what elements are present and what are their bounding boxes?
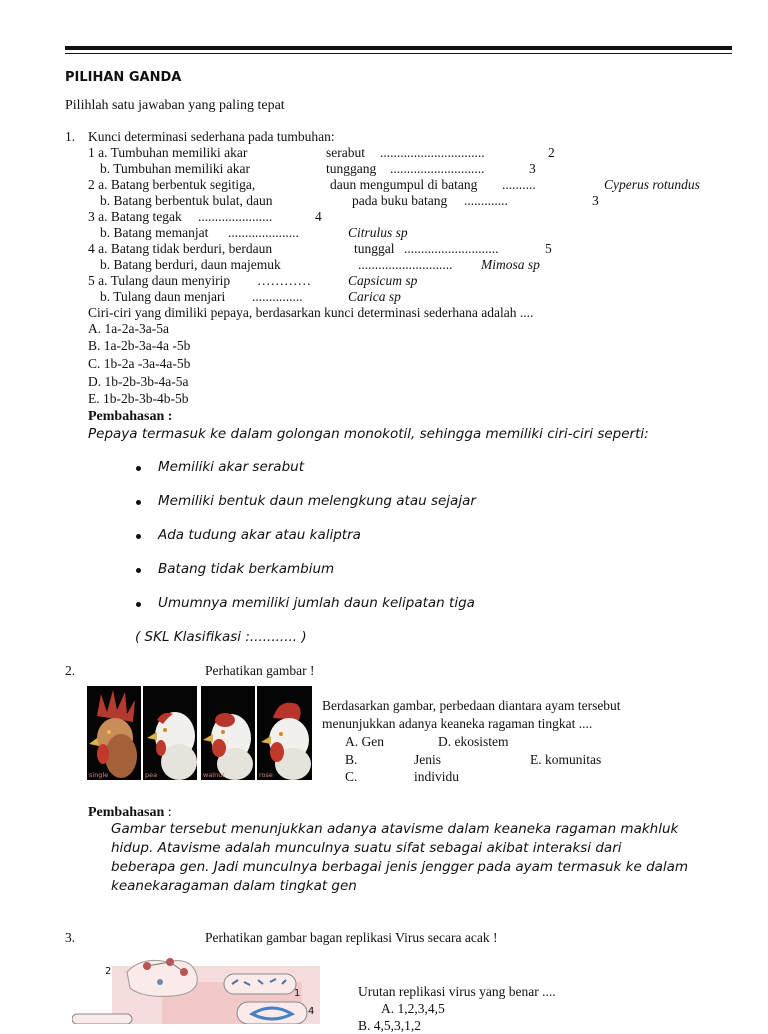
q2-number: 2. <box>65 663 76 678</box>
q2-question-line2: menunjukkan adanya keaneka ragaman tingkat .... <box>322 716 593 731</box>
q2-discussion-line: keanekaragaman dalam tingkat gen <box>111 878 357 894</box>
diagram-label-1: 1 <box>294 988 301 999</box>
key-row-1a: 1 a. Tumbuhan memiliki akar <box>88 145 248 160</box>
diagram-label-4: 4 <box>308 1006 315 1017</box>
q2-option-c-text: individu <box>414 769 460 784</box>
q2-prompt: Perhatikan gambar ! <box>205 663 315 678</box>
section-title: PILIHAN GANDA <box>65 70 182 85</box>
panel-label: pea <box>145 771 158 779</box>
q1-option-b: B. 1a-2b-3a-4a -5b <box>88 338 191 353</box>
key-row-2b: b. Batang berbentuk bulat, daun <box>100 193 273 208</box>
key-row-5a: 5 a. Tulang daun menyirip <box>88 273 231 288</box>
q1-discussion-text: Pepaya termasuk ke dalam golongan monokotil, sehingga memiliki ciri-ciri seperti: <box>88 426 649 442</box>
rooster-panel-rose <box>257 686 312 780</box>
key-row-2a: 2 a. Batang berbentuk segitiga, <box>88 177 256 192</box>
key-row-3a-target: 4 <box>315 209 322 224</box>
q2-discussion-line: Gambar tersebut menunjukkan adanya atavisme dalam keaneka ragaman makhluk <box>111 821 679 837</box>
q2-discussion-label: Pembahasan : <box>88 805 172 820</box>
panel-label: single <box>89 771 109 779</box>
key-row-4b-target: Mimosa sp <box>481 257 540 272</box>
rooster-panel-pea <box>143 686 197 780</box>
key-row-1b-dots: ............................ <box>390 161 485 176</box>
bullet-dot <box>136 466 141 471</box>
bullet-dot <box>136 568 141 573</box>
q3-number: 3. <box>65 930 76 945</box>
bullet-dot <box>136 500 141 505</box>
key-row-1a-word: serabut <box>326 145 365 160</box>
bullet-dot <box>136 534 141 539</box>
key-row-2b-word: pada buku batang <box>352 193 448 208</box>
key-row-1a-target: 2 <box>548 145 555 160</box>
key-row-3a-dots: ...................... <box>198 209 273 224</box>
q1-question: Ciri-ciri yang dimiliki pepaya, berdasarkan kunci determinasi sederhana adalah .... <box>88 305 534 320</box>
q2-option-e: E. komunitas <box>530 752 602 767</box>
key-row-5a-target: Capsicum sp <box>348 273 418 288</box>
key-row-4a: 4 a. Batang tidak berduri, berdaun <box>88 241 273 256</box>
key-row-4b-dots: ............................ <box>358 257 453 272</box>
bullet-item: Memiliki bentuk daun melengkung atau sejajar <box>158 493 476 509</box>
instruction-text: Pilihlah satu jawaban yang paling tepat <box>65 98 285 113</box>
key-row-4a-dots: ............................ <box>404 241 499 256</box>
q2-question-line1: Berdasarkan gambar, perbedaan diantara ayam tersebut <box>322 698 621 713</box>
q2-option-b-letter: B. <box>345 752 358 767</box>
q1-option-e: E. 1b-2b-3b-4b-5b <box>88 391 189 406</box>
q3-question: Urutan replikasi virus yang benar .... <box>358 984 556 999</box>
q2-option-d: D. ekosistem <box>438 734 509 749</box>
panel-label: rose <box>259 771 273 779</box>
q1-option-c: C. 1b-2a -3a-4a-5b <box>88 356 191 371</box>
q2-discussion-line: hidup. Atavisme adalah munculnya suatu sifat sebagai akibat interaksi dari <box>111 840 622 856</box>
key-row-5b-dots: ............... <box>252 289 303 304</box>
key-row-2a-dots: .......... <box>502 177 536 192</box>
q2-option-a: A. Gen <box>345 734 384 749</box>
key-row-3a: 3 a. Batang tegak <box>88 209 182 224</box>
top-rule-thick <box>65 46 732 50</box>
key-row-3b-target: Citrulus sp <box>348 225 408 240</box>
key-row-2a-target: Cyperus rotundus <box>604 177 700 192</box>
q1-discussion-label: Pembahasan : <box>88 409 173 424</box>
q2-option-c-letter: C. <box>345 769 358 784</box>
key-row-4b: b. Batang berduri, daun majemuk <box>100 257 281 272</box>
bullet-item: Batang tidak berkambium <box>158 561 335 577</box>
q1-number: 1. <box>65 129 76 144</box>
bullet-item: Memiliki akar serabut <box>158 459 305 475</box>
key-row-2a-word: daun mengumpul di batang <box>330 177 478 192</box>
virus-replication-diagram <box>72 952 320 1024</box>
panel-label: walnut <box>203 771 225 779</box>
q3-option-b: B. 4,5,3,1,2 <box>358 1018 422 1033</box>
key-row-5a-dots: ………… <box>257 273 311 288</box>
q1-option-a: A. 1a-2a-3a-5a <box>88 321 169 336</box>
key-row-5b-target: Carica sp <box>348 289 401 304</box>
key-row-4a-target: 5 <box>545 241 552 256</box>
key-row-1a-dots: ............................... <box>380 145 485 160</box>
key-row-4a-word: tunggal <box>354 241 395 256</box>
q1-intro: Kunci determinasi sederhana pada tumbuhan: <box>88 129 335 144</box>
q3-option-a: A. 1,2,3,4,5 <box>381 1001 445 1016</box>
bullet-dot <box>136 602 141 607</box>
bullet-item: Ada tudung akar atau kaliptra <box>158 527 361 543</box>
key-row-1b-word: tunggang <box>326 161 377 176</box>
key-row-3b-dots: ..................... <box>228 225 299 240</box>
skl-note: ( SKL Klasifikasi :........... ) <box>135 629 307 645</box>
key-row-3b: b. Batang memanjat <box>100 225 209 240</box>
key-row-5b: b. Tulang daun menjari <box>100 289 226 304</box>
key-row-2b-dots: ............. <box>464 193 508 208</box>
diagram-label-2: 2 <box>105 966 112 977</box>
key-row-2b-target: 3 <box>592 193 599 208</box>
key-row-1b-target: 3 <box>529 161 536 176</box>
q3-prompt: Perhatikan gambar bagan replikasi Virus secara acak ! <box>205 930 498 945</box>
rooster-panel-walnut <box>201 686 255 780</box>
rooster-panel-single <box>87 686 141 780</box>
key-row-1b: b. Tumbuhan memiliki akar <box>100 161 250 176</box>
q2-option-b-text: Jenis <box>414 752 441 767</box>
q2-discussion-line: beberapa gen. Jadi munculnya berbagai jenis jengger pada ayam termasuk ke dalam <box>111 859 689 875</box>
top-rule-thin <box>65 53 732 54</box>
q1-option-d: D. 1b-2b-3b-4a-5a <box>88 374 189 389</box>
bullet-item: Umumnya memiliki jumlah daun kelipatan tiga <box>158 595 475 611</box>
